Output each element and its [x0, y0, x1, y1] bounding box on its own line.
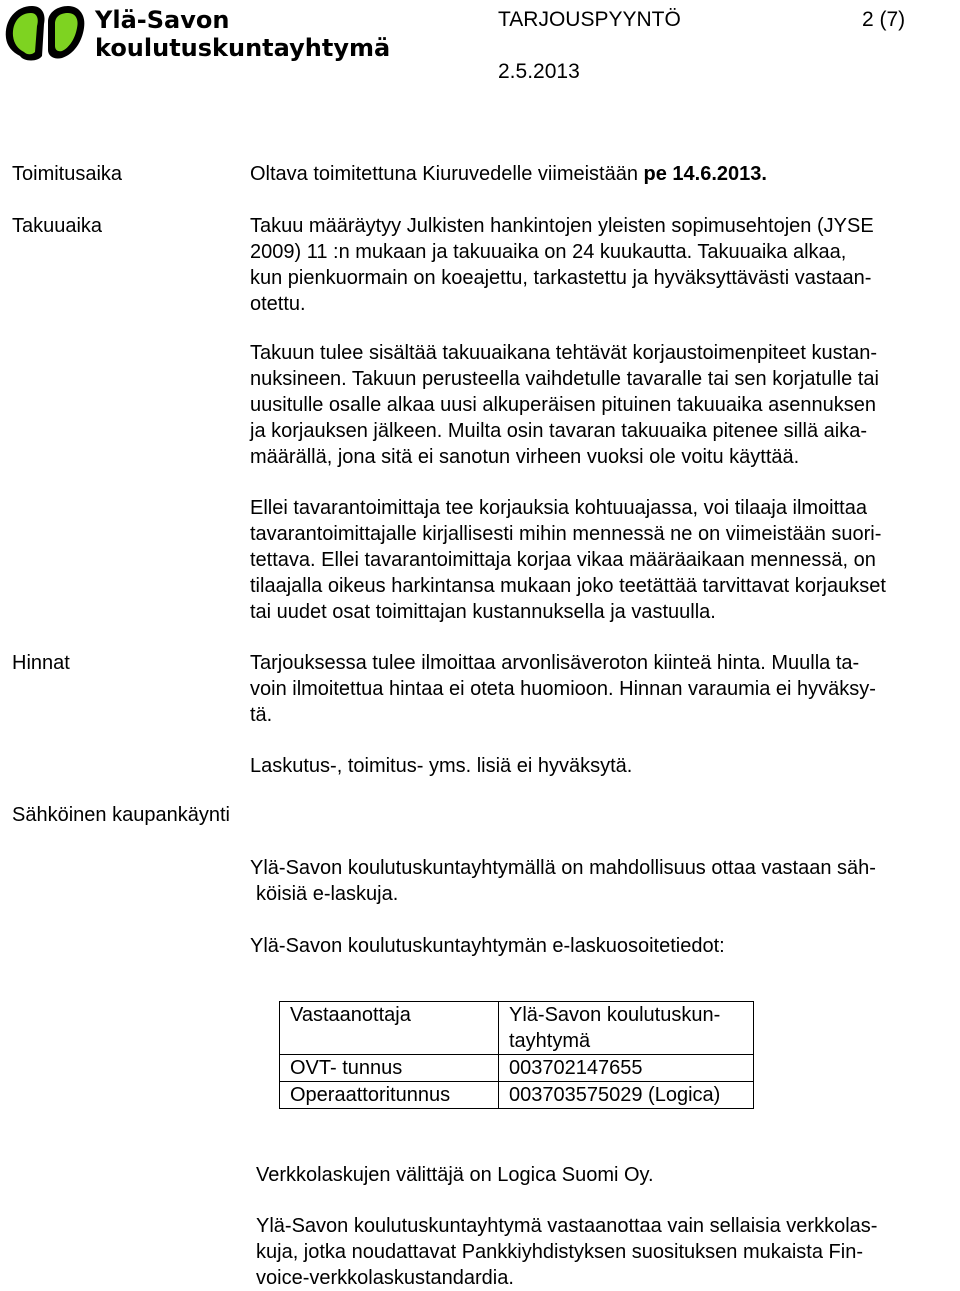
text-line: Takuun tulee sisältää takuuaikana tehtävät korjaustoimenpiteet kustan-: [250, 342, 878, 364]
text-line: voice-verkkolaskustandardia.: [256, 1267, 514, 1289]
delivery-time-prefix: Oltava toimitettuna Kiuruvedelle viimeistään: [250, 163, 644, 185]
organization-name-line1: Ylä-Savon: [95, 6, 230, 34]
warranty-paragraph-3: [250, 495, 960, 625]
label-hinnat: Hinnat: [12, 652, 70, 674]
text-line: Takuu määräytyy Julkisten hankintojen yleisten sopimusehtojen (JYSE: [250, 215, 874, 237]
text-line: määrällä, jona sitä ei sanotun virheen vuoksi ole voitu käyttää.: [250, 446, 800, 468]
warranty-paragraph-2: [250, 340, 960, 470]
delivery-deadline: pe 14.6.2013.: [643, 163, 767, 185]
text-line: Ellei tavarantoimittaja tee korjauksia kohtuuajassa, voi tilaaja ilmoittaa: [250, 497, 867, 519]
einvoice-address-table: [279, 1001, 754, 1109]
text-line: tai uudet osat toimittajan kustannuksella ja vastuulla.: [250, 601, 716, 623]
document-date: 2.5.2013: [498, 60, 580, 83]
text-line: tilaajalla oikeus harkintansa mukaan joko teetättää tarvittavat korjaukset: [250, 575, 886, 597]
text-line: ja korjauksen jälkeen. Muilta osin tavaran takuuaika pitenee sillä aika-: [250, 420, 868, 442]
text-line: otettu.: [250, 293, 306, 315]
text-line: uusitulle osalle alkaa uusi alkuperäisen pituinen takuuaika asennuksen: [250, 394, 876, 416]
table-cell-key: Operaattoritunnus: [280, 1082, 499, 1109]
text-line: köisiä e-laskuja.: [256, 883, 399, 905]
text-line: kuja, jotka noudattavat Pankkiyhdistyksen suosituksen mukaista Fin-: [256, 1241, 863, 1263]
table-row: [280, 1055, 754, 1082]
einvoice-paragraph-1: [250, 855, 960, 907]
prices-paragraph-2: Laskutus-, toimitus- yms. lisiä ei hyväksytä.: [250, 755, 633, 777]
text-line: Tarjouksessa tulee ilmoittaa arvonlisäveroton kiinteä hinta. Muulla ta-: [250, 652, 860, 674]
prices-paragraph-1: [250, 650, 960, 728]
text-line: tayhtymä: [509, 1030, 591, 1052]
text-line: Ylä-Savon koulutuskuntayhtymällä on mahdollisuus ottaa vastaan säh-: [250, 857, 876, 879]
text-line: nuksineen. Takuun perusteella vaihdetulle tavaralle tai sen korjatulle tai: [250, 368, 879, 390]
delivery-time-text: [250, 161, 960, 187]
einvoice-paragraph-3: Verkkolaskujen välittäjä on Logica Suomi Oy.: [256, 1164, 654, 1186]
text-line: Ylä-Savon koulutuskun-: [509, 1004, 721, 1026]
table-cell-value: [499, 1002, 754, 1055]
einvoice-paragraph-2: Ylä-Savon koulutuskuntayhtymän e-laskuosoitetiedot:: [250, 935, 725, 957]
table-cell-value: 003702147655: [499, 1055, 754, 1082]
table-cell-key: Vastaanottaja: [280, 1002, 499, 1055]
text-line: tä.: [250, 704, 273, 726]
label-sahkoinen-kaupankaynti: Sähköinen kaupankäynti: [12, 804, 230, 826]
text-line: 2009) 11 :n mukaan ja takuuaika on 24 kuukautta. Takuuaika alkaa,: [250, 241, 847, 263]
table-row: [280, 1002, 754, 1055]
table-row: [280, 1082, 754, 1109]
warranty-paragraph-1: [250, 213, 960, 317]
label-toimitusaika: Toimitusaika: [12, 163, 123, 185]
table-cell-key: OVT- tunnus: [280, 1055, 499, 1082]
text-line: voin ilmoitettua hintaa ei oteta huomioon. Hinnan varaumia ei hyväksy-: [250, 678, 876, 700]
label-takuuaika: Takuuaika: [12, 215, 103, 237]
page-number: 2 (7): [862, 8, 906, 31]
table-cell-value: 003703575029 (Logica): [499, 1082, 754, 1109]
text-line: tettava. Ellei tavarantoimittaja korjaa vikaa määräaikaan mennessä, on: [250, 549, 876, 571]
text-line: Ylä-Savon koulutuskuntayhtymä vastaanottaa vain sellaisia verkkolas-: [256, 1215, 878, 1237]
text-line: kun pienkuormain on koeajettu, tarkastettu ja hyväksyttävästi vastaan-: [250, 267, 872, 289]
document-type: TARJOUSPYYNTÖ: [498, 8, 681, 31]
organization-logo-icon: [2, 2, 86, 62]
text-line: tavarantoimittajalle kirjallisesti mihin mennessä ne on viimeistään suori-: [250, 523, 882, 545]
einvoice-paragraph-4: [256, 1213, 956, 1291]
organization-name-line2: koulutuskuntayhtymä: [95, 34, 391, 62]
